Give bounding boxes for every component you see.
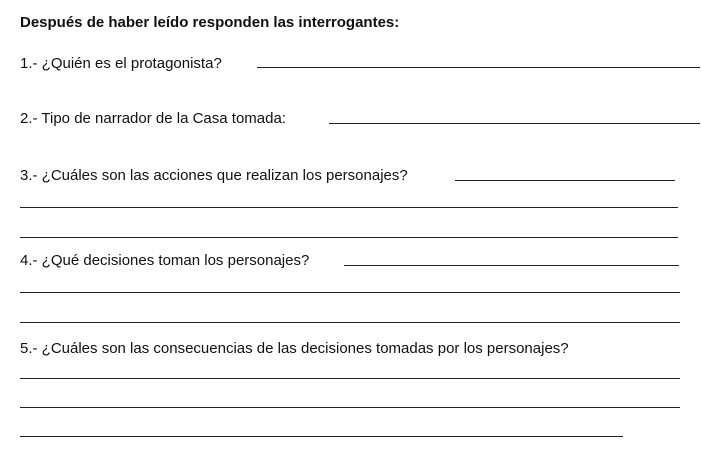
- question-4-answer-line-3[interactable]: [20, 322, 680, 323]
- question-5-text: 5.- ¿Cuáles son las consecuencias de las decisiones tomadas por los personajes?: [20, 340, 569, 357]
- question-3-answer-line-1[interactable]: [455, 180, 675, 181]
- question-3-answer-line-3[interactable]: [20, 237, 678, 238]
- question-1-answer-line[interactable]: [257, 67, 700, 68]
- question-2-answer-line[interactable]: [329, 123, 700, 124]
- worksheet-heading: Después de haber leído responden las interrogantes:: [20, 14, 400, 31]
- question-3-answer-line-2[interactable]: [20, 207, 678, 208]
- question-1-text: 1.- ¿Quién es el protagonista?: [20, 55, 222, 72]
- question-4-answer-line-2[interactable]: [20, 292, 680, 293]
- question-5-answer-line-2[interactable]: [20, 407, 680, 408]
- question-2-text: 2.- Tipo de narrador de la Casa tomada:: [20, 110, 286, 127]
- question-5-answer-line-1[interactable]: [20, 378, 680, 379]
- question-4-text: 4.- ¿Qué decisiones toman los personajes?: [20, 252, 310, 269]
- question-4-answer-line-1[interactable]: [344, 265, 679, 266]
- question-5-answer-line-3[interactable]: [20, 436, 623, 437]
- question-3-text: 3.- ¿Cuáles son las acciones que realizan los personajes?: [20, 167, 408, 184]
